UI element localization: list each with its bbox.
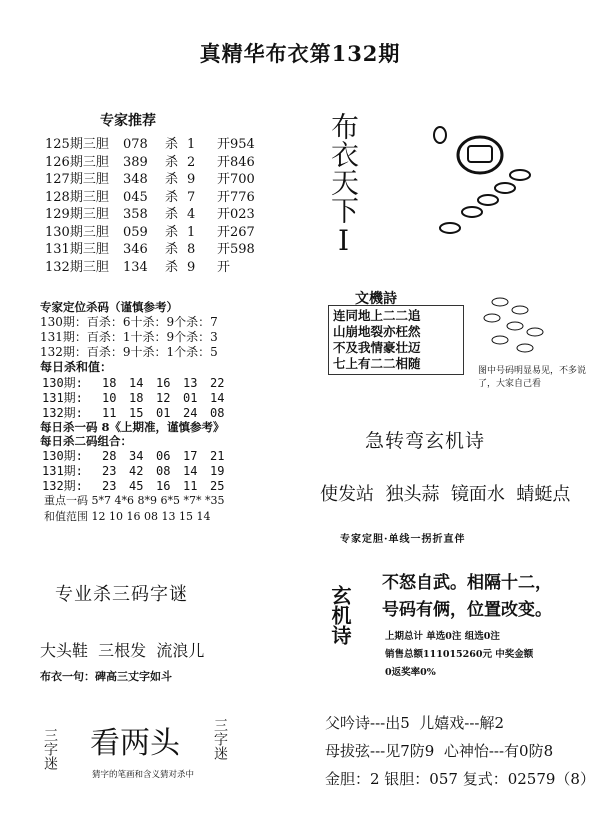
jizhuan-heading: 急转弯玄机诗 bbox=[365, 430, 486, 452]
expert-cell: 开023 bbox=[217, 207, 255, 222]
kill-value: 14 bbox=[183, 464, 198, 478]
wenji-heading: 文機詩 bbox=[355, 291, 397, 307]
wenji-line: 山崩地裂亦枉然 bbox=[333, 324, 421, 339]
sum-value: 14 bbox=[129, 376, 144, 390]
expert-cell: 127期三胆 bbox=[45, 172, 109, 187]
key-line: 重点一码 5*7 4*6 8*9 6*5 *7* *35 bbox=[44, 494, 225, 507]
bottom-line-1: 父吟诗---出5 儿嬉戏---解2 bbox=[325, 714, 505, 732]
kill-value: 45 bbox=[129, 479, 144, 493]
sum-value: 16 bbox=[156, 376, 171, 390]
expert-cell: 杀 bbox=[165, 154, 179, 170]
expert-cell: 杀 bbox=[165, 224, 179, 240]
wenji-line: 连同地上二二追 bbox=[333, 308, 421, 323]
sum-value: 24 bbox=[183, 406, 198, 420]
kill-row bbox=[42, 479, 237, 494]
kill-value: 23 bbox=[102, 464, 117, 478]
expert-cell: 125期三胆 bbox=[45, 137, 109, 152]
wenji-box bbox=[328, 305, 464, 375]
expert-cell: 130期三胆 bbox=[45, 224, 109, 240]
kill-value: 06 bbox=[156, 449, 171, 463]
sum-value: 11 bbox=[102, 406, 117, 420]
expert-cell: 045 bbox=[123, 189, 148, 205]
expert-cell: 开700 bbox=[217, 172, 255, 187]
kill-value: 23 bbox=[102, 479, 117, 493]
kill-value: 08 bbox=[156, 464, 171, 478]
coin-stack-graphic bbox=[470, 292, 560, 362]
expert-cell: 9 bbox=[187, 172, 196, 187]
dingwei-heading: 专家定位杀码（谨慎参考） bbox=[40, 300, 178, 314]
sum-value: 15 bbox=[129, 406, 144, 420]
page-title: 真精华布衣第132期 bbox=[199, 41, 401, 66]
kill-label: 131期: bbox=[42, 464, 83, 478]
dingwei-row: 130期：百杀：6十杀：9个杀：7 bbox=[40, 315, 218, 329]
dingwei-row: 132期：百杀：9十杀：1个杀：5 bbox=[40, 345, 218, 359]
riddle-heading: 专业杀三码字谜 bbox=[55, 584, 188, 605]
kill-value: 21 bbox=[210, 449, 225, 463]
bottom-line-2: 母拔弦---见7防9 心神怡---有0防8 bbox=[325, 742, 554, 760]
expert-cell: 358 bbox=[123, 207, 148, 222]
wenji-line: 不及我情豪壮迈 bbox=[333, 340, 421, 355]
expert-row bbox=[45, 241, 277, 259]
expert-cell: 132期三胆 bbox=[45, 259, 109, 275]
expert-cell: 杀 bbox=[165, 207, 179, 222]
expert-cell: 杀 bbox=[165, 137, 179, 152]
expert-cell: 128期三胆 bbox=[45, 189, 109, 205]
wenji-note: 图中号码明显易见，不多说了，大家自己看 bbox=[478, 366, 587, 389]
sum-row bbox=[42, 406, 237, 421]
expert-cell: 杀 bbox=[165, 242, 179, 257]
expert-row bbox=[45, 189, 277, 207]
expert-cell: 杀 bbox=[165, 172, 179, 187]
expert-cell: 开598 bbox=[217, 242, 255, 257]
expert-cell: 126期三胆 bbox=[45, 154, 109, 170]
expert-row bbox=[45, 171, 277, 189]
buyi-vertical: 布衣天下I bbox=[327, 112, 360, 257]
kill-value: 28 bbox=[102, 449, 117, 463]
expert-heading: 专家推荐 bbox=[100, 113, 156, 129]
expert-cell: 4 bbox=[187, 207, 196, 222]
sum-label: 130期: bbox=[42, 376, 83, 390]
kill-value: 17 bbox=[183, 449, 198, 463]
expert-cell: 开954 bbox=[217, 137, 255, 152]
bottom-line-3: 金胆：2 银胆：057 复式：02579（8） bbox=[325, 770, 595, 788]
riddle-hint: 布衣一句：碑高三丈字如斗 bbox=[40, 670, 172, 683]
expert-cell: 杀 bbox=[165, 259, 179, 275]
expert-cell: 8 bbox=[187, 242, 196, 257]
expert-row bbox=[45, 136, 277, 154]
xuanji-poem-1: 不怒自武。相隔十二， bbox=[382, 573, 552, 593]
expert-row bbox=[45, 206, 277, 224]
kill-value: 42 bbox=[129, 464, 144, 478]
sum-range-line: 和值范围 12 10 16 08 13 15 14 bbox=[44, 510, 211, 523]
sum-value: 12 bbox=[156, 391, 171, 405]
expert-cell: 1 bbox=[187, 137, 196, 152]
kill-value: 11 bbox=[183, 479, 198, 493]
sum-value: 10 bbox=[102, 391, 117, 405]
kill-value: 25 bbox=[210, 479, 225, 493]
sum-value: 01 bbox=[183, 391, 198, 405]
jizhuan-line: 使发站 独头蒜 镜面水 蜻蜓点 bbox=[320, 484, 571, 505]
expert-row bbox=[45, 154, 277, 172]
xuanji-stat-2 bbox=[385, 646, 533, 660]
expert-cell: 134 bbox=[123, 259, 148, 275]
wenji-line: 七上有二二相随 bbox=[333, 356, 421, 371]
kill-value: 16 bbox=[156, 479, 171, 493]
xuanji-banner: 专家定胆·单线一拐折直伴 bbox=[340, 534, 466, 545]
riddle-side-right: 三字迷 bbox=[212, 718, 228, 760]
kill-value: 34 bbox=[129, 449, 144, 463]
kill-value: 19 bbox=[210, 464, 225, 478]
sum-value: 08 bbox=[210, 406, 225, 420]
sum-value: 18 bbox=[102, 376, 117, 390]
expert-cell: 杀 bbox=[165, 189, 179, 205]
expert-cell: 1 bbox=[187, 224, 196, 240]
expert-cell: 129期三胆 bbox=[45, 207, 109, 222]
riddle-note: 猜字的笔画和含义猜对杀中 bbox=[92, 770, 195, 780]
expert-table bbox=[45, 136, 277, 276]
expert-row bbox=[45, 259, 277, 277]
sum-row bbox=[42, 376, 237, 391]
xuanji-poem-2: 号码有俩，位置改变。 bbox=[382, 600, 552, 620]
expert-cell: 348 bbox=[123, 172, 148, 187]
dingwei-list bbox=[40, 315, 218, 360]
expert-cell: 131期三胆 bbox=[45, 242, 109, 257]
sum-heading: 每日杀和值： bbox=[40, 360, 113, 374]
xuanji-stat-3: 0返奖率0% bbox=[385, 667, 436, 678]
dingwei-row: 131期：百杀：1十杀：9个杀：3 bbox=[40, 330, 218, 344]
expert-cell: 9 bbox=[187, 259, 196, 275]
riddle-words: 大头鞋 三根发 流浪儿 bbox=[40, 641, 205, 660]
xuanji-vertical: 玄机诗 bbox=[328, 585, 352, 645]
kill-row bbox=[42, 449, 237, 464]
sum-value: 22 bbox=[210, 376, 225, 390]
expert-cell: 2 bbox=[187, 154, 196, 170]
sum-list bbox=[42, 376, 237, 421]
kill-list bbox=[42, 449, 237, 494]
expert-cell: 开846 bbox=[217, 154, 255, 170]
sum-value: 14 bbox=[210, 391, 225, 405]
buyi-box bbox=[318, 110, 382, 265]
expert-cell: 开267 bbox=[217, 224, 255, 240]
sum-row bbox=[42, 391, 237, 406]
expert-cell: 078 bbox=[123, 137, 148, 152]
sum-value: 18 bbox=[129, 391, 144, 405]
coin-chain-graphic bbox=[420, 120, 550, 240]
xuanji-stat-2-text: 销售总额111015260元 中奖金额 bbox=[385, 649, 534, 660]
kill-heading: 每日杀一码 8《上期准，谨慎参考》 bbox=[40, 420, 225, 434]
sum-value: 13 bbox=[183, 376, 198, 390]
sum-label: 132期: bbox=[42, 406, 83, 420]
expert-cell: 059 bbox=[123, 224, 148, 240]
riddle-side-left: 三字迷 bbox=[42, 728, 58, 770]
kill-label: 130期: bbox=[42, 449, 83, 463]
expert-cell: 7 bbox=[187, 189, 196, 205]
expert-cell: 开776 bbox=[217, 189, 255, 205]
expert-cell: 开 bbox=[217, 259, 231, 275]
riddle-big: 看两头 bbox=[90, 726, 180, 761]
expert-row bbox=[45, 224, 277, 242]
xuanji-stat-1: 上期总计 单选0注 组选0注 bbox=[385, 631, 500, 642]
kill-sub: 每日杀二码组合： bbox=[40, 434, 132, 448]
expert-cell: 389 bbox=[123, 154, 148, 170]
kill-label: 132期: bbox=[42, 479, 83, 493]
sum-value: 01 bbox=[156, 406, 171, 420]
sum-label: 131期: bbox=[42, 391, 83, 405]
expert-cell: 346 bbox=[123, 242, 148, 257]
kill-row bbox=[42, 464, 237, 479]
